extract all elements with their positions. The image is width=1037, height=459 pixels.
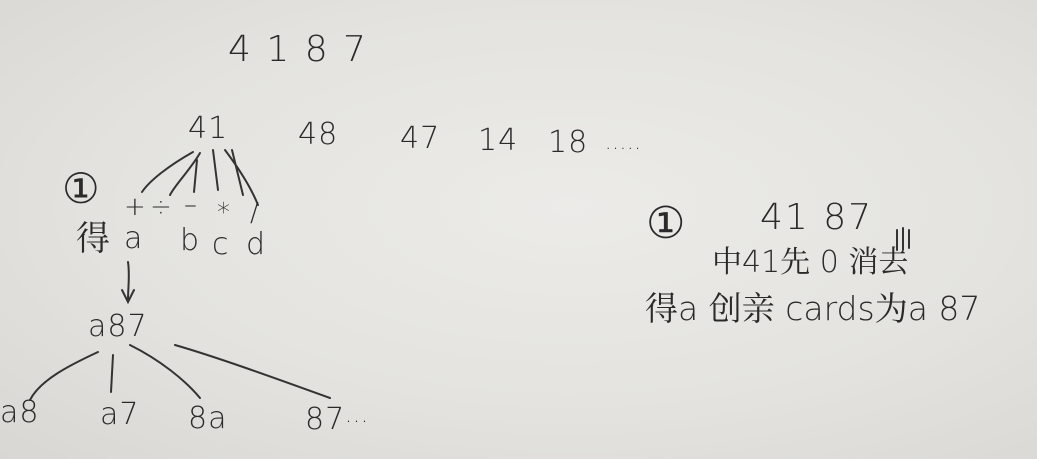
get-label: 得 xyxy=(76,219,110,259)
note-numbers: 41 87 xyxy=(760,197,874,238)
child-87: 87 xyxy=(305,402,346,437)
children-ellipsis: ... xyxy=(345,403,369,428)
branch-a87-8a xyxy=(130,345,200,398)
step-marker-left: ① xyxy=(62,164,100,213)
branch-a87-a7 xyxy=(111,355,113,392)
child-a7: a7 xyxy=(100,397,140,432)
pairs-ellipsis: ..... xyxy=(605,130,642,154)
result-b: b xyxy=(180,223,201,258)
branch-41-times xyxy=(213,150,218,190)
child-a8: a8 xyxy=(0,395,40,430)
pair-18: 18 xyxy=(548,125,589,160)
op-times: * xyxy=(217,198,230,228)
top-numbers: 4 1 8 7 xyxy=(228,29,368,70)
pair-48: 48 xyxy=(298,117,339,152)
pair-41: 41 xyxy=(188,111,229,146)
branch-41-slash xyxy=(225,150,258,205)
op-divide: ÷ xyxy=(150,192,172,222)
note-line1: 中41先 0 消去 xyxy=(712,245,909,280)
result-a: a xyxy=(124,221,144,256)
child-8a: 8a xyxy=(188,401,228,436)
down-arrow-shaft xyxy=(128,262,129,300)
branch-a87-a8 xyxy=(30,352,98,400)
op-slash: / xyxy=(250,198,259,228)
pair-14: 14 xyxy=(478,123,519,158)
branch-a87-87 xyxy=(175,345,330,398)
second-root: a87 xyxy=(88,309,148,344)
op-plus: + xyxy=(124,192,146,222)
step-marker-right: ① xyxy=(646,198,686,249)
note-line2: 得a 创亲 cards为a 87 xyxy=(645,289,981,328)
branch-41-minus xyxy=(194,160,197,192)
branch-41-plus xyxy=(142,152,193,192)
pair-47: 47 xyxy=(400,121,441,156)
op-minus: – xyxy=(184,190,197,220)
result-d: d xyxy=(246,227,267,262)
result-c: c xyxy=(212,227,230,262)
